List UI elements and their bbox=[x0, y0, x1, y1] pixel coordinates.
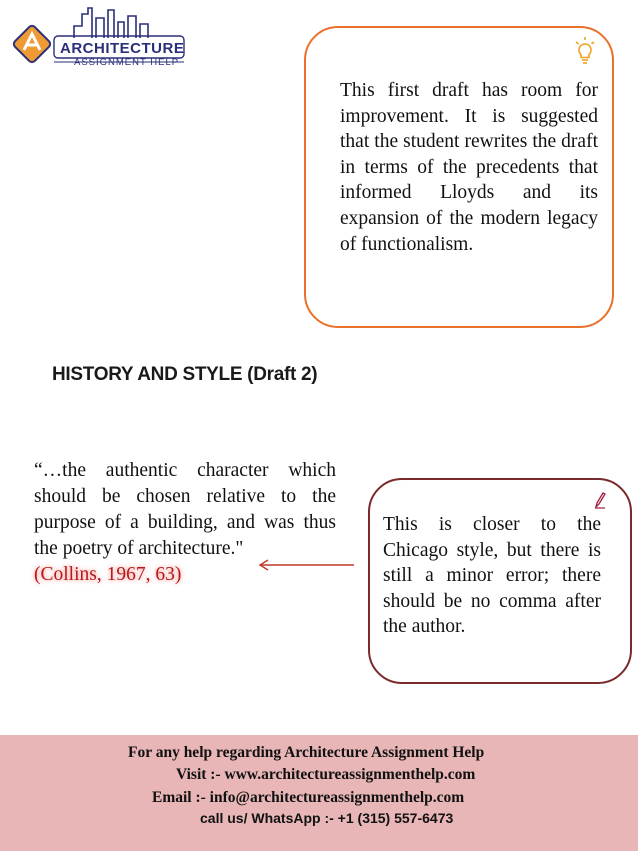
logo bbox=[8, 4, 188, 70]
quote-text: “…the authentic character which should be chosen relative to the purpose of a building, and was thus the poetry of architecture." bbox=[34, 460, 336, 559]
footer-email-link[interactable]: Email :- info@architectureassignmenthelp.com bbox=[152, 789, 465, 806]
footer-website-link[interactable]: Visit :- www.architectureassignmenthelp.com bbox=[176, 766, 476, 783]
arrow-left-icon bbox=[256, 558, 356, 572]
feedback-box-1 bbox=[304, 26, 614, 328]
section-heading: HISTORY AND STYLE (Draft 2) bbox=[52, 364, 318, 385]
logo-tagline: ASSIGNMENT HELP bbox=[74, 57, 180, 68]
feedback-text-1: This first draft has room for improvement. It is suggested that the student rewrites the draft in terms of the precedents that informed Lloyds and its expansion of the modern legacy of functionalism. bbox=[340, 80, 598, 255]
footer-help-line: For any help regarding Architecture Assignment Help bbox=[128, 744, 485, 761]
feedback-box-2 bbox=[368, 478, 632, 684]
logo-title: ARCHITECTURE bbox=[60, 40, 185, 57]
footer-phone[interactable]: call us/ WhatsApp :- +1 (315) 557-6473 bbox=[200, 810, 454, 826]
quote-citation: (Collins, 1967, 63) bbox=[34, 564, 182, 585]
footer bbox=[0, 735, 638, 851]
pen-icon bbox=[593, 491, 607, 509]
feedback-text-2: This is closer to the Chicago style, but there is still a minor error; there should be no comma after the author. bbox=[383, 514, 601, 638]
lightbulb-icon bbox=[574, 36, 596, 66]
